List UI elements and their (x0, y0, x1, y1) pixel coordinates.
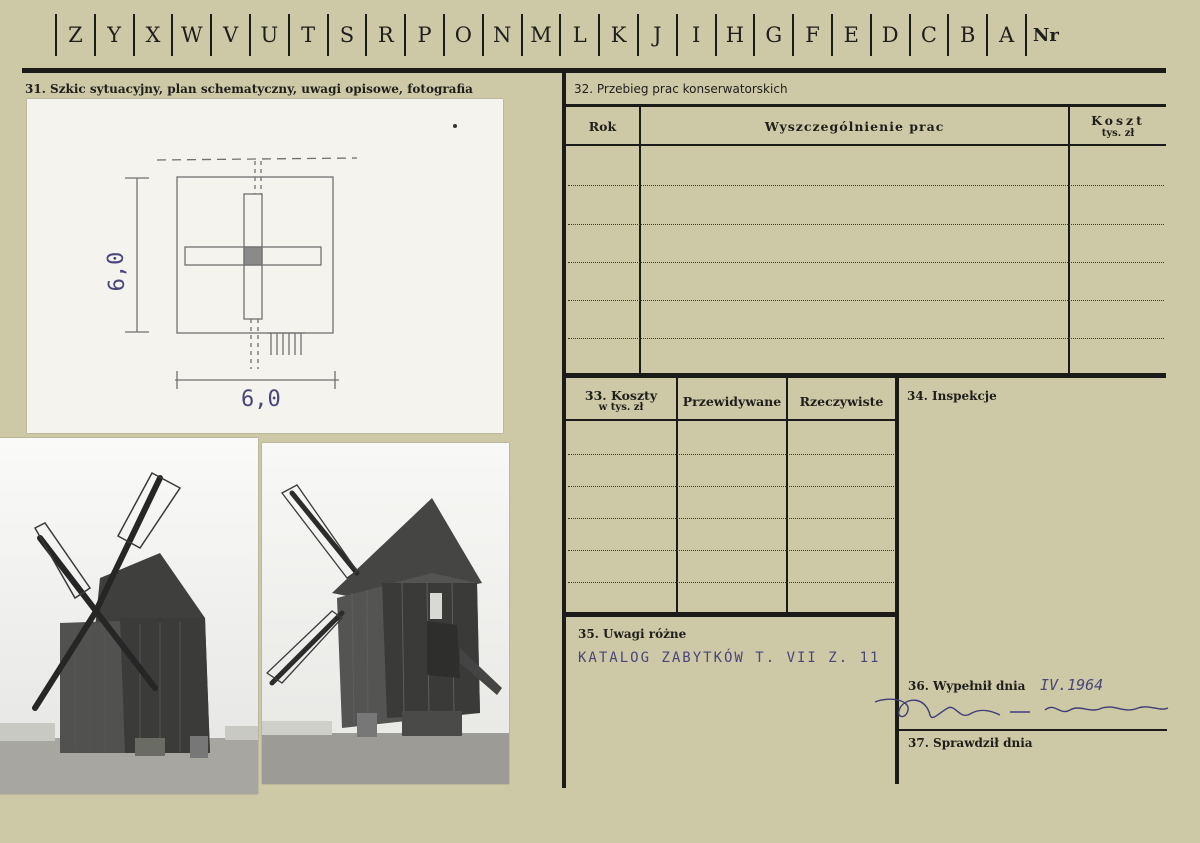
index-letter-cell: X (133, 14, 172, 56)
section-33-unit: w tys. zł (598, 402, 644, 413)
ruled-line (568, 300, 1164, 301)
situational-sketch (27, 99, 503, 433)
index-letter-cell: S (327, 14, 366, 56)
section-32-col-divider (1068, 106, 1070, 374)
dimension-label-horizontal: 6,0 (241, 387, 281, 412)
section-33-header-rule (566, 419, 896, 421)
index-letter-cell: D (870, 14, 909, 56)
section-33-col-divider (676, 378, 678, 612)
ruled-line (568, 185, 1164, 186)
section-32-col-divider (639, 106, 641, 374)
section-33-col-divider (786, 378, 788, 612)
page-divider (562, 73, 566, 788)
ruled-line (568, 224, 1164, 225)
column-header-planned: Przewidywane (682, 394, 782, 409)
section-33-bottom-rule (566, 612, 896, 617)
header-rule (22, 68, 1166, 73)
record-number-label: Nr (1025, 14, 1065, 56)
section-35-title: 35. Uwagi różne (578, 627, 687, 641)
ruled-line (568, 262, 1164, 263)
index-letter-cell: F (792, 14, 831, 56)
section-36-title: 36. Wypełnił dnia (908, 679, 1026, 693)
index-letter-cell: V (210, 14, 249, 56)
windmill-photo-front (0, 438, 258, 794)
column-header-cost: Koszt (1091, 113, 1145, 128)
section-36-rule (899, 729, 1167, 731)
index-letter-cell: O (443, 14, 482, 56)
index-letter-cell: E (831, 14, 870, 56)
index-letter-cell: Y (94, 14, 133, 56)
section-37-title: 37. Sprawdził dnia (908, 736, 1033, 750)
section-32-header-rule (566, 144, 1166, 146)
section-31-title: 31. Szkic sytuacyjny, plan schematyczny, uwagi opisowe, fotografia (25, 82, 473, 96)
signature-scribble (870, 690, 1170, 730)
index-letter-cell: G (753, 14, 792, 56)
index-letter-cell: U (249, 14, 288, 56)
index-letter-cell: K (598, 14, 637, 56)
index-letter-cell: A (986, 14, 1025, 56)
windmill-image (262, 443, 509, 784)
column-header-work-description: Wyszczególnienie prac (764, 119, 945, 134)
section-35-note: KATALOG ZABYTKÓW T. VII Z. 11 (578, 650, 881, 666)
index-letter-cell: T (288, 14, 327, 56)
ruled-line (568, 582, 894, 583)
ruled-line (568, 454, 894, 455)
windmill-photo-side (262, 443, 509, 784)
index-letter-cell: J (637, 14, 676, 56)
windmill-plan-drawing (27, 99, 503, 433)
signature (870, 690, 1170, 730)
index-letter-cell: Z (55, 14, 94, 56)
ruled-line (568, 550, 894, 551)
index-letter-cell: C (909, 14, 948, 56)
column-header-actual: Rzeczywiste (799, 394, 884, 409)
section-34-title: 34. Inspekcje (907, 389, 997, 403)
index-letter-cell: W (171, 14, 210, 56)
ruled-line (568, 338, 1164, 339)
section-36-date: IV.1964 (1040, 676, 1104, 694)
index-letter-cell: R (365, 14, 404, 56)
index-letter-cell: I (676, 14, 715, 56)
section-32-title: 32. Przebieg prac konserwatorskich (574, 82, 788, 96)
index-letter-cell: H (715, 14, 754, 56)
section-33-title: 33. Koszty (584, 388, 658, 403)
index-letter-cell: P (404, 14, 443, 56)
index-letter-strip (55, 14, 1065, 56)
section-32-bottom-rule (566, 373, 1166, 378)
column-header-cost-unit: tys. zł (1101, 128, 1135, 139)
index-letter-cell: B (947, 14, 986, 56)
dimension-label-vertical: 6,0 (103, 251, 131, 292)
index-letter-cell: N (482, 14, 521, 56)
index-letter-cell: L (559, 14, 598, 56)
ruled-line (568, 486, 894, 487)
column-header-year: Rok (588, 119, 617, 134)
ruled-line (568, 518, 894, 519)
index-letter-cell: M (521, 14, 560, 56)
section-32-top-rule (566, 104, 1166, 107)
windmill-image (0, 438, 258, 794)
